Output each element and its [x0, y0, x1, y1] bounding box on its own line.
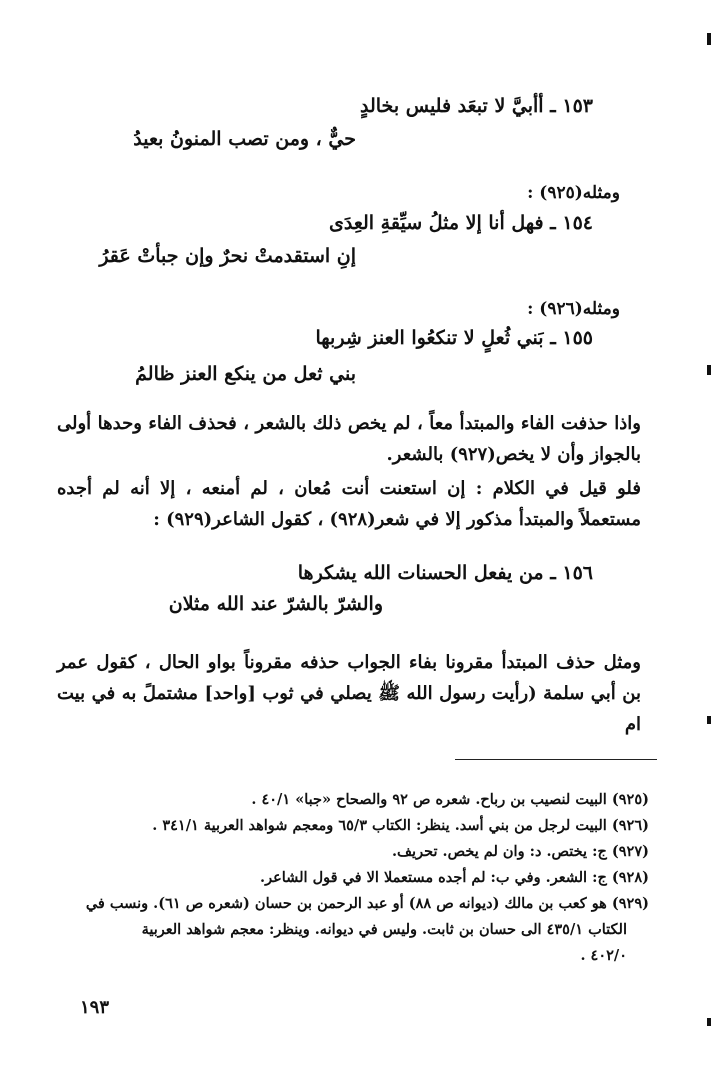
- verse-155-first-hemistich: ١٥٥ ـ بَني ثُعلٍ لا تنكعُوا العنز شِربها: [315, 327, 593, 349]
- footnote-928: (٩٢٨) ج: الشعر. وفي ب: لم أجده مستعملا الا في قول الشاعر.: [260, 869, 649, 886]
- verse-154-first-hemistich: ١٥٤ ـ فهل أنا إلا مثلُ سيِّقةِ العِدَى: [328, 212, 593, 234]
- footnote-929-end: ٤٠٢/٠ .: [580, 947, 627, 964]
- footnote-925: (٩٢٥) البيت لنصيب بن رباح. شعره ص ٩٢ والصحاح «جبا» ٤٠/١ .: [251, 791, 649, 808]
- verse-156-first-hemistich: ١٥٦ ـ من يفعل الحسنات الله يشكرها: [297, 562, 593, 584]
- paragraph-2: فلو قيل في الكلام : إن استعنت أنت مُعان ، لم أمنعه ، إلا أنه لم أجده مستعملاً والمبتدأ مذكور إلا في شعر(٩٢٨) ، كقول الشاعر(٩٢٩) :: [57, 478, 641, 530]
- footnote-926: (٩٢٦) البيت لرجل من بني أسد. ينظر: الكتاب ٦٥/٣ ومعجم شواهد العربية ٣٤١/١ .: [152, 817, 649, 834]
- scan-edge-mark: [707, 1018, 711, 1026]
- intro-925: ومثله(٩٢٥) :: [527, 183, 620, 203]
- footnote-929: (٩٢٩) هو كعب بن مالك (ديوانه ص ٨٨) أو عبد الرحمن بن حسان (شعره ص ٦١). ونسب في: [85, 895, 649, 912]
- verse-153-second-hemistich: حيٌّ ، ومن تصب المنونُ بعيدُ: [133, 128, 356, 150]
- verse-153-first-hemistich: ١٥٣ ـ أأبيَّ لا تبعَد فليس بخالدٍ: [360, 95, 593, 117]
- footnote-separator: [455, 759, 657, 760]
- intro-926: ومثله(٩٢٦) :: [527, 299, 620, 319]
- verse-155-second-hemistich: بني ثعل من ينكع العنز ظالمُ: [135, 363, 356, 385]
- paragraph-3: ومثل حذف المبتدأ مقرونا بفاء الجواب حذفه مقروناً بواو الحال ، كقول عمر بن أبي سلمة (رأيت رسول الله ﷺ يصلي في ثوب [واحد] مشتملً به في بيت ام: [57, 652, 641, 735]
- footnote-927: (٩٢٧) ج: يختص. د: وان لم يخص. تحريف.: [392, 843, 649, 860]
- page-number: ١٩٣: [79, 997, 109, 1018]
- scan-edge-mark: [707, 365, 711, 375]
- scan-edge-mark: [707, 716, 711, 724]
- verse-154-second-hemistich: إنِ استقدمتْ نحرٌ وإن جبأتْ عَقرُ: [99, 245, 356, 267]
- verse-156-second-hemistich: والشرّ بالشرّ عند الله مثلان: [168, 593, 383, 615]
- footnote-929-continued: الكتاب ٤٣٥/١ الى حسان بن ثابت. وليس في ديوانه. وينظر: معجم شواهد العربية: [141, 921, 627, 938]
- scan-edge-mark: [707, 33, 711, 45]
- paragraph-1: واذا حذفت الفاء والمبتدأ معاً ، لم يخص ذلك بالشعر ، فحذف الفاء وحدها أولى بالجواز وأن لا يخص(٩٢٧) بالشعر.: [57, 413, 641, 465]
